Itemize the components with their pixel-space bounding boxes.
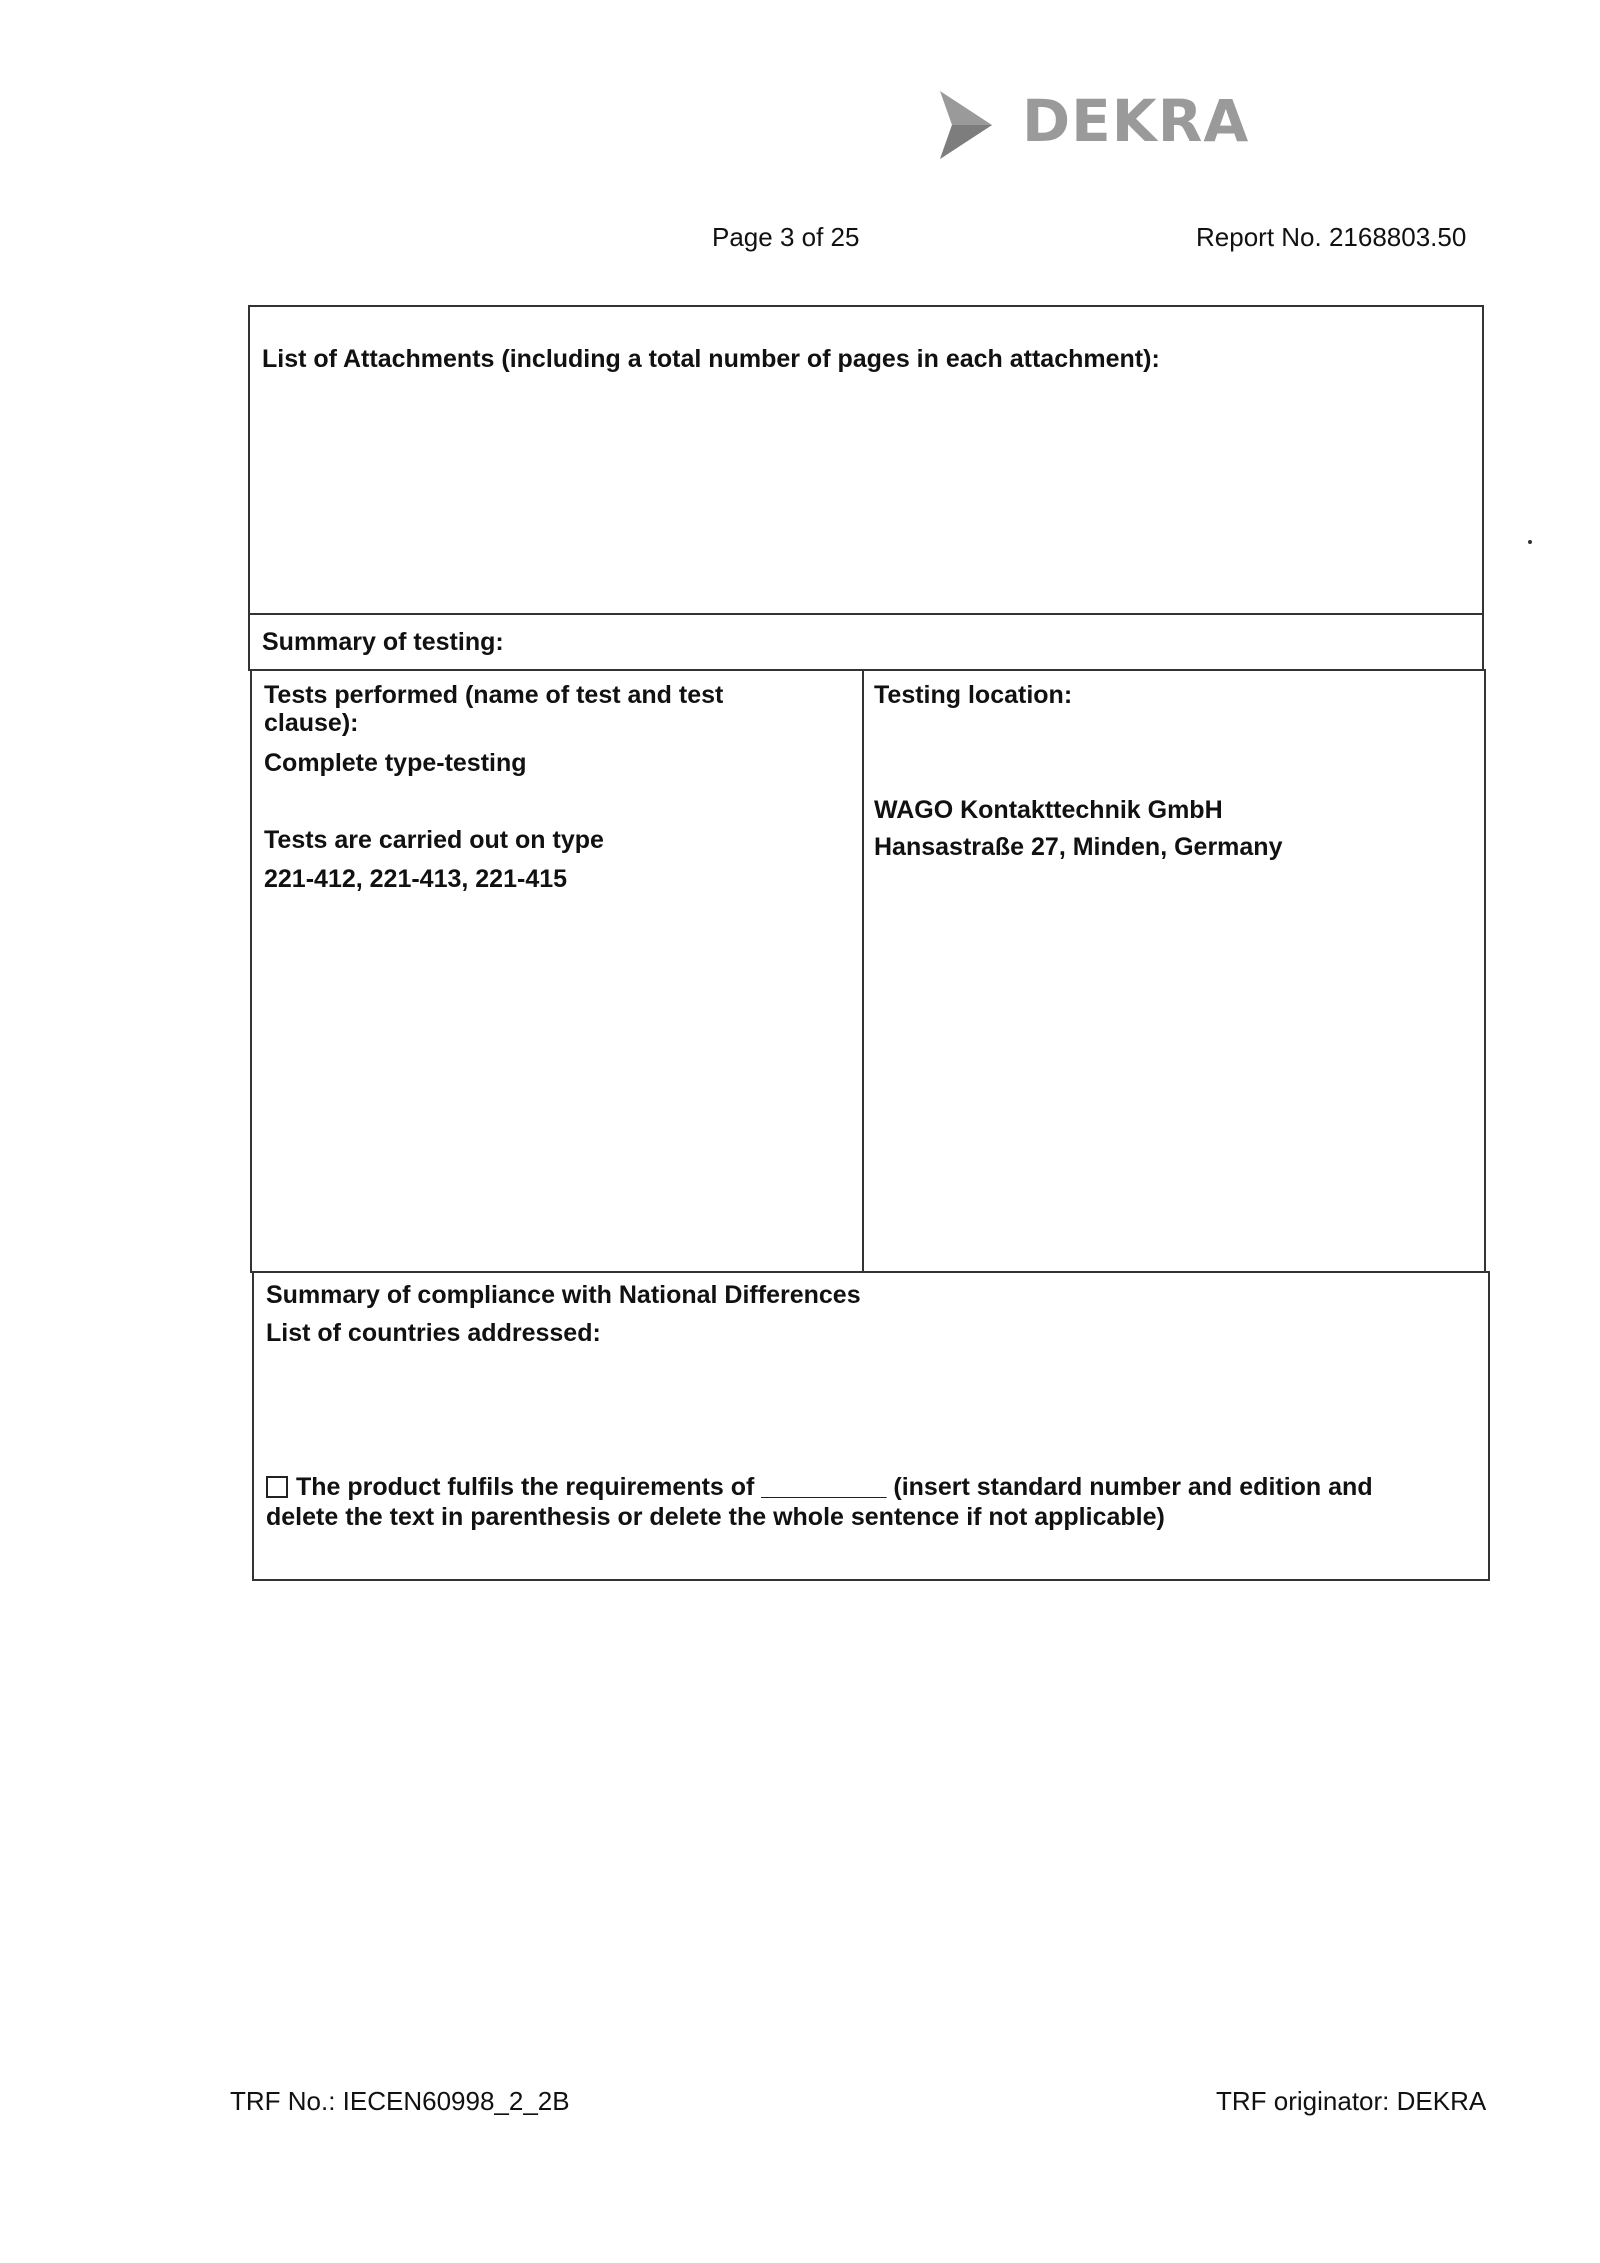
page-number: Page 3 of 25 <box>712 222 860 252</box>
dekra-logo <box>930 85 1250 165</box>
tests-heading-line2: clause): <box>264 709 359 737</box>
scan-speck <box>1528 540 1532 544</box>
compliance-checkbox[interactable] <box>266 1476 288 1498</box>
tests-value-carried-out: Tests are carried out on type <box>264 826 604 854</box>
location-heading: Testing location: <box>874 681 1073 709</box>
location-company: WAGO Kontakttechnik GmbH <box>874 796 1223 824</box>
trf-originator: TRF originator: DEKRA <box>1216 2086 1487 2116</box>
tests-value-type-testing: Complete type-testing <box>264 749 527 777</box>
summary-heading: Summary of testing: <box>262 628 504 656</box>
trf-number: TRF No.: IECEN60998_2_2B <box>230 2086 570 2116</box>
attachments-heading: List of Attachments (including a total number of pages in each attachment): <box>262 345 1160 373</box>
compliance-statement-text: The product fulfils the requirements of _________ (insert standard number and edition and <box>296 1473 1373 1501</box>
countries-label: List of countries addressed: <box>266 1319 601 1347</box>
dekra-wordmark: DEKRA <box>1022 87 1250 155</box>
location-address: Hansastraße 27, Minden, Germany <box>874 833 1283 861</box>
tests-heading-line1: Tests performed (name of test and test <box>264 681 724 709</box>
testing-location-cell <box>862 669 1486 1273</box>
report-number: Report No. 2168803.50 <box>1196 222 1467 252</box>
national-heading: Summary of compliance with National Differences <box>266 1281 861 1309</box>
tests-value-types: 221-412, 221-413, 221-415 <box>264 865 568 893</box>
dekra-arrow-icon <box>930 85 1010 165</box>
compliance-statement-line1 <box>266 1472 1373 1502</box>
compliance-statement-line2: delete the text in parenthesis or delete the whole sentence if not applicable) <box>266 1503 1165 1531</box>
